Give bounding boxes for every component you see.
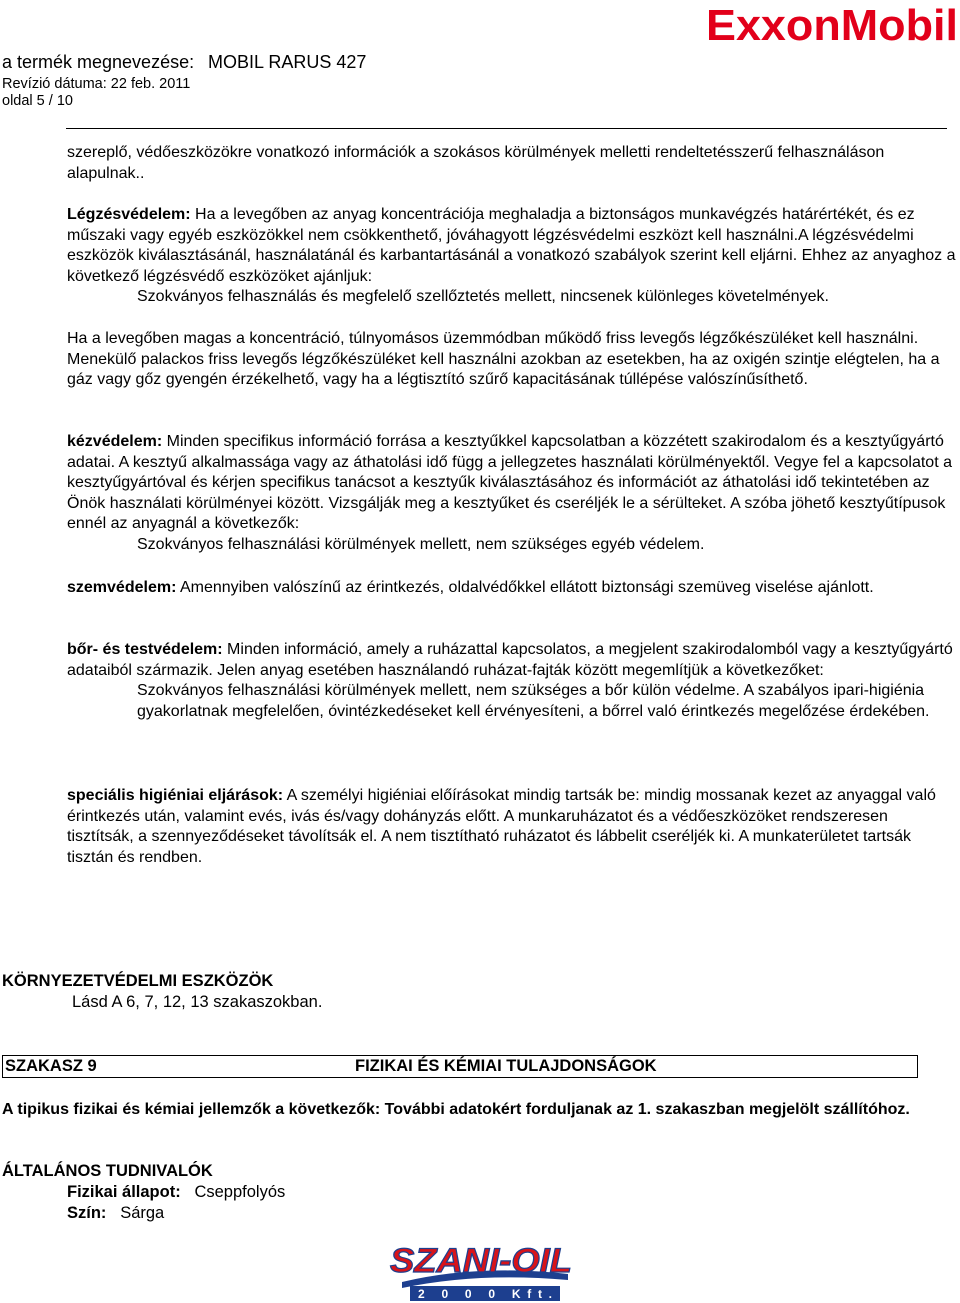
hand-protection <box>67 432 957 556</box>
respiratory-label: Légzésvédelem: <box>67 206 191 223</box>
hygiene-measures <box>67 786 957 868</box>
eye-text: Amennyiben valószínű az érintkezés, oldalvédőkkel ellátott biztonsági szemüveg viselése ajánlott. <box>176 579 874 596</box>
hygiene-text: A személyi higiéniai előírásokat mindig tartsák be: mindig mossanak kezet az anyaggal való érintkezés után, valamint evés, ivás és/vagy dohányzás előtt. A munkaruházatot és a védőeszközöket rendszeresen tisztítsák, a szennyeződéseket távolítsák el. A nem tisztítható ruházatot és lábbelit cseréljék ki. A munkaterületet tartsák tisztán és rendben. <box>67 787 936 866</box>
typical-properties-note: A tipikus fizikai és kémiai jellemzők a következők: További adatokért forduljanak az 1. szakaszban megjelölt szállítóhoz. <box>2 1101 910 1118</box>
hygiene-label: speciális higiéniai eljárások: <box>67 787 284 804</box>
product-name: MOBIL RARUS 427 <box>208 52 367 72</box>
revision-date: Revízió dátuma: 22 feb. 2011 <box>2 76 191 92</box>
physical-state-value: Cseppfolyós <box>194 1183 286 1201</box>
product-label: a termék megnevezése: <box>2 52 195 72</box>
logo-wordmark: ExxonMobil <box>706 1 958 50</box>
section-number: SZAKASZ 9 <box>5 1057 97 1075</box>
skin-text: Minden információ, amely a ruházattal kapcsolatos, a megjelent szakirodalomból vagy a kesztyűgyártó adataiból származik. Jelen anyag esetében használandó ruházat-fajták között megemlítjük a következőket: <box>67 641 953 679</box>
hand-indent: Szokványos felhasználási körülmények mellett, nem szükséges egyéb védelem. <box>137 535 705 553</box>
physical-state-row <box>67 1183 285 1202</box>
eye-label: szemvédelem: <box>67 579 177 596</box>
skin-indent: Szokványos felhasználási körülmények mellett, nem szükséges a bőr külön védelme. A szabályos ipari-higiénia gyakorlatnak megfelelően, óvintézkedéseket kell érvényesíteni, a bőrrel való érintkezés megelőzése érdekében. <box>137 682 930 720</box>
env-title: KÖRNYEZETVÉDELMI ESZKÖZÖK <box>2 972 274 990</box>
color-label: Szín: <box>67 1204 107 1222</box>
env-text: Lásd A 6, 7, 12, 13 szakaszokban. <box>72 993 323 1011</box>
header-rule <box>66 128 947 129</box>
intro-text: szereplő, védőeszközökre vonatkozó információk a szokásos körülmények melletti rendeltetésszerű felhasználáson alapulnak.. <box>67 144 885 182</box>
respiratory-protection <box>67 205 957 308</box>
general-info-title: ÁLTALÁNOS TUDNIVALÓK <box>2 1162 213 1180</box>
logo-wordmark-szani: SZANI-OIL <box>390 1242 572 1280</box>
color-value: Sárga <box>120 1204 165 1222</box>
skin-protection <box>67 640 957 722</box>
skin-label: bőr- és testvédelem: <box>67 641 223 658</box>
respiratory-indent: Szokványos felhasználás és megfelelő szellőztetés mellett, nincsenek különleges követelmények. <box>137 288 829 306</box>
product-title-line <box>2 52 366 72</box>
intro-paragraph <box>67 143 957 184</box>
logo-subtext: 2 0 0 0 Kft. <box>418 1287 552 1301</box>
szani-oil-logo <box>388 1238 574 1302</box>
eye-protection <box>67 578 957 599</box>
page-number: oldal 5 / 10 <box>2 93 73 109</box>
respiratory-text: Ha a levegőben az anyag koncentrációja meghaladja a biztonságos munkavégzés határértékét, és ez műszaki vagy egyéb eszközökkel nem csökkenthető, jóváhagyott légzésvédelmi eszközt kell használni.A légzésvédelmi eszközök kiválasztásánál, használatánál és karbantartásánál a vonatkozó szabályok szerint kell eljárni. Ehhez az anyaghoz a következő légzésvédő eszközöket ajánljuk: <box>67 206 956 285</box>
respiratory-paragraph-2: Ha a levegőben magas a koncentráció, túlnyomásos üzemmódban működő friss levegős légzőkészüléket kell használni. Menekülő palackos friss levegős légzőkészüléket kell használni azokban az esetekben, ha az oxigén szintje elégtelen, ha a gáz vagy gőz gyengén érzékelhető, vagy ha a légtisztító szűrő kapacitásának túllépése valószínűsíthető. <box>67 330 940 389</box>
section-title: FIZIKAI ÉS KÉMIAI TULAJDONSÁGOK <box>355 1057 657 1075</box>
hand-label: kézvédelem: <box>67 433 163 450</box>
exxonmobil-logo <box>706 0 960 50</box>
hand-text: Minden specifikus információ forrása a kesztyűkkel kapcsolatban a közzétett szakirodalom és a kesztyűgyártó adatai. A kesztyű alkalmassága vagy az áthatolási idő függ a jellegzetes használati körülményektől. Vegye fel a kapcsolatot a kesztyűgyártóval és kérjen specifikus tanácsot a kesztyűk kiválasztásához és információt az áthatolási idő tekintetében az Önök használati körülményei között. Vizsgálják meg a kesztyűket és cseréljék le a sérülteket. A szóba jöhető kesztyűtípusok ennél az anyagnál a következők: <box>67 433 952 533</box>
color-row <box>67 1204 164 1223</box>
physical-state-label: Fizikai állapot: <box>67 1183 181 1201</box>
